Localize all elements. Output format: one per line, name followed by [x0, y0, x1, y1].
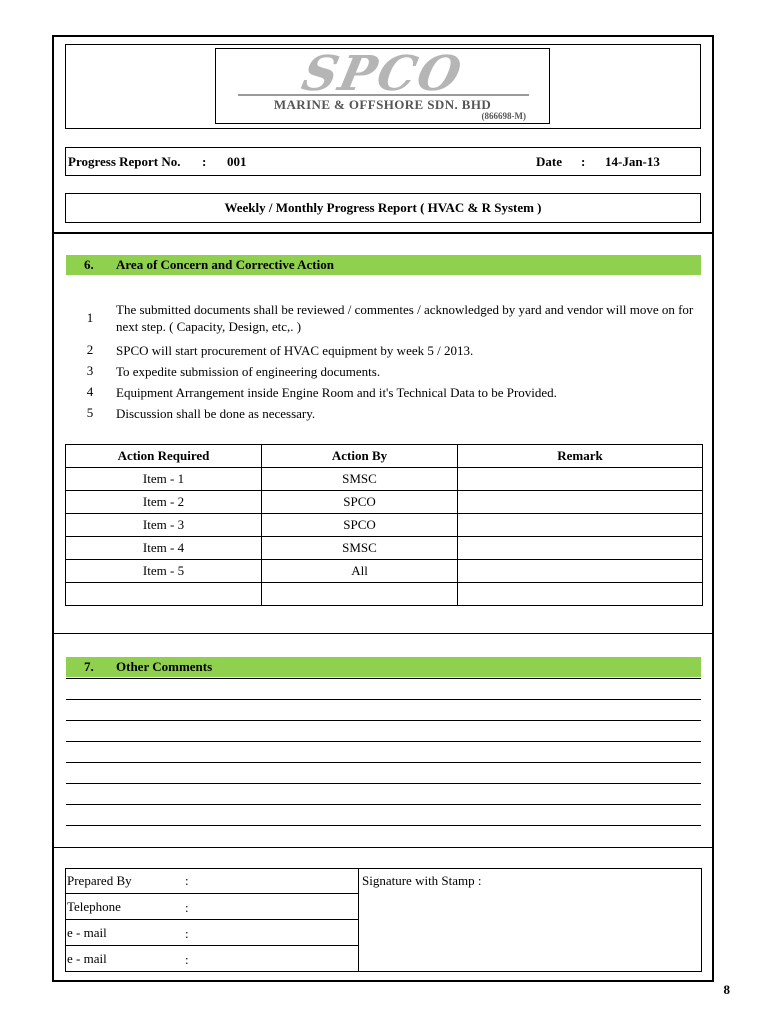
- table-header-row: [66, 445, 703, 468]
- page-number: 8: [723, 982, 730, 997]
- report-title: Weekly / Monthly Progress Report ( HVAC & R System ): [65, 193, 701, 223]
- table-row: [66, 583, 703, 606]
- date-sep: :: [581, 154, 586, 169]
- col-header-action-by: Action By: [262, 445, 458, 468]
- cell-remark: [458, 560, 703, 583]
- comment-line: [66, 804, 701, 805]
- cell-remark: [458, 583, 703, 606]
- table-row: [66, 468, 703, 491]
- cell-action: Item - 5: [66, 560, 262, 583]
- report-no-value: 001: [227, 154, 247, 169]
- report-no-sep: :: [202, 154, 207, 169]
- comment-line: [66, 783, 701, 784]
- cell-remark: [458, 468, 703, 491]
- item-number: 5: [86, 405, 94, 420]
- section-6-header: [66, 255, 701, 275]
- cell-action: Item - 1: [66, 468, 262, 491]
- comment-line: [66, 699, 701, 700]
- cell-action-by: SMSC: [262, 537, 458, 560]
- section-7-header: [66, 657, 701, 677]
- company-reg: (866698-M): [481, 111, 526, 121]
- comment-line: [66, 741, 701, 742]
- item-text: SPCO will start procurement of HVAC equipment by week 5 / 2013.: [116, 343, 474, 358]
- cell-action-by: SPCO: [262, 514, 458, 537]
- email-label: e - mail: [67, 925, 107, 940]
- cell-action-by: [262, 583, 458, 606]
- divider: [53, 847, 713, 848]
- company-name: MARINE & OFFSHORE SDN. BHD: [273, 97, 492, 112]
- report-info-row: [65, 147, 701, 176]
- cell-action: Item - 4: [66, 537, 262, 560]
- row-line: [65, 893, 359, 894]
- comment-line: [66, 825, 701, 826]
- item-number: 4: [86, 384, 94, 399]
- comment-line: [66, 678, 701, 679]
- cell-action-by: SPCO: [262, 491, 458, 514]
- row-line: [65, 945, 359, 946]
- divider: [53, 232, 713, 234]
- telephone-sep: :: [185, 900, 189, 915]
- cell-action-by: All: [262, 560, 458, 583]
- email-label: e - mail: [67, 951, 107, 966]
- cell-action-by: SMSC: [262, 468, 458, 491]
- item-number: 3: [86, 363, 94, 378]
- date-label: Date: [536, 154, 562, 169]
- item-text: Equipment Arrangement inside Engine Room and it's Technical Data to be Provided.: [116, 385, 557, 400]
- telephone-label: Telephone: [67, 899, 121, 914]
- signature-label: Signature with Stamp :: [362, 873, 482, 888]
- logo-rule: [238, 94, 529, 96]
- item-text: The submitted documents shall be reviewed / commentes / acknowledged by yard and vendor will move on for next step. ( Capacity, Design, etc,. ): [116, 302, 694, 334]
- col-header-remark: Remark: [458, 445, 703, 468]
- report-no-label: Progress Report No.: [68, 154, 181, 169]
- cell-action: Item - 2: [66, 491, 262, 514]
- email-sep: :: [185, 926, 189, 941]
- cell-action: Item - 3: [66, 514, 262, 537]
- section-7-number: 7.: [84, 659, 94, 674]
- date-value: 14-Jan-13: [605, 154, 660, 169]
- cell-remark: [458, 514, 703, 537]
- row-line: [65, 919, 359, 920]
- logo-mark: SPCO: [297, 46, 468, 102]
- cell-remark: [458, 537, 703, 560]
- signature-divider: [358, 868, 359, 972]
- email-sep: :: [185, 952, 189, 967]
- table-row: [66, 560, 703, 583]
- company-logo: [215, 48, 550, 124]
- prepared-by-label: Prepared By: [67, 873, 132, 888]
- cell-remark: [458, 491, 703, 514]
- section-6-title: Area of Concern and Corrective Action: [116, 257, 334, 272]
- col-header-action-required: Action Required: [66, 445, 262, 468]
- table-row: [66, 491, 703, 514]
- table-row: [66, 537, 703, 560]
- action-table: [65, 444, 703, 606]
- cell-action: [66, 583, 262, 606]
- comment-line: [66, 762, 701, 763]
- prepared-by-sep: :: [185, 873, 189, 888]
- item-number: 1: [86, 310, 94, 325]
- item-number: 2: [86, 342, 94, 357]
- table-row: [66, 514, 703, 537]
- section-6-number: 6.: [84, 257, 94, 272]
- comment-line: [66, 720, 701, 721]
- item-text: Discussion shall be done as necessary.: [116, 406, 316, 421]
- divider: [53, 633, 713, 634]
- item-text: To expedite submission of engineering documents.: [116, 364, 381, 379]
- section-7-title: Other Comments: [116, 659, 213, 674]
